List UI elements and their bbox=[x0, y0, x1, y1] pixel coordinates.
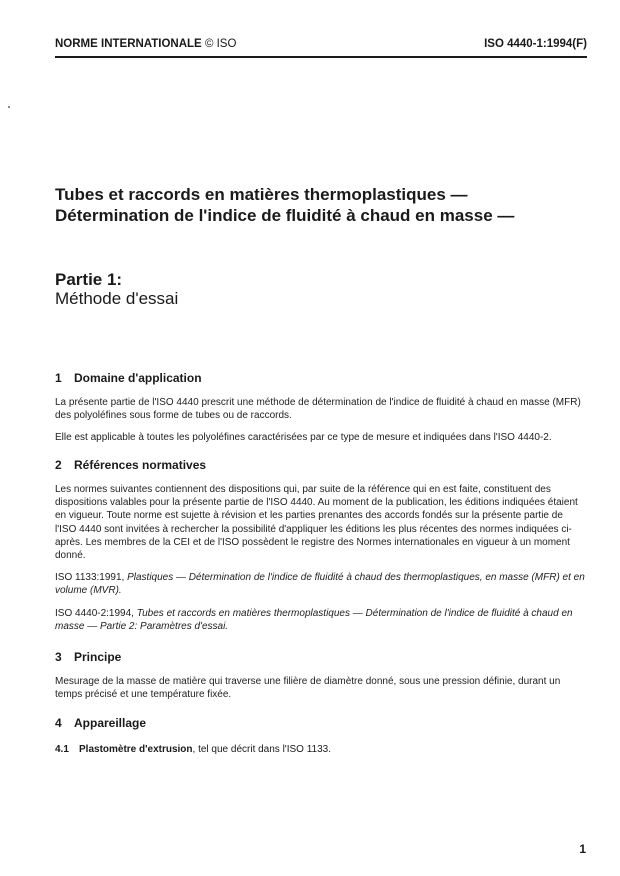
part-title: Méthode d'essai bbox=[55, 289, 179, 308]
document-title: Tubes et raccords en matières thermoplastiques — Détermination de l'indice de fluidité à chaud en masse — bbox=[55, 185, 515, 225]
section-number: 4 bbox=[55, 716, 62, 730]
section-paragraph: Les normes suivantes contiennent des dispositions qui, par suite de la référence qui en est faite, constituent des dispositions valables pour la présente partie de l'ISO 4440. Au moment de la publication, les éditions indiquées étaient en vigueur. Toute norme est sujette à révision et les parties prenantes des accords fondés sur la présente partie de l'ISO 4440 sont invitées à rechercher la possibilité d'appliquer les éditions les plus récentes des normes indiquées ci-après. Les membres de la CEI et de l'ISO possèdent le registre des Normes internationales en vigueur à un moment donné. bbox=[55, 484, 578, 562]
subsection-text: , tel que décrit dans l'ISO 1133. bbox=[192, 744, 332, 755]
section-title: Domaine d'application bbox=[74, 371, 202, 385]
scan-speck bbox=[8, 106, 10, 108]
header-copyright: © ISO bbox=[204, 38, 237, 50]
header-left bbox=[55, 38, 236, 50]
header-standard-type: NORME INTERNATIONALE bbox=[55, 38, 202, 50]
reference-code: ISO 4440-2:1994, bbox=[55, 608, 134, 619]
section-number: 1 bbox=[55, 371, 62, 385]
reference-code: ISO 1133:1991, bbox=[55, 572, 125, 583]
subsection-title: Plastomètre d'extrusion bbox=[79, 744, 193, 755]
page-header bbox=[55, 36, 587, 58]
page-number: 1 bbox=[579, 842, 586, 856]
section-paragraph: La présente partie de l'ISO 4440 prescrit une méthode de détermination de l'indice de fluidité à chaud en masse (MFR) des polyoléfines sous forme de tubes ou de raccords. bbox=[55, 397, 581, 422]
section-paragraph: Elle est applicable à toutes les polyoléfines caractérisées par ce type de mesure et indiquées dans l'ISO 4440-2. bbox=[55, 432, 552, 443]
section-heading-normative-references bbox=[55, 458, 206, 472]
section-number: 2 bbox=[55, 458, 62, 472]
subsection-extrusion-plastometer bbox=[55, 744, 331, 755]
section-heading-principle bbox=[55, 650, 121, 664]
part-label: Partie 1: bbox=[55, 270, 123, 289]
normative-reference-2 bbox=[55, 607, 587, 633]
section-title: Appareillage bbox=[74, 716, 147, 730]
section-title: Références normatives bbox=[74, 458, 207, 472]
section-paragraph: Mesurage de la masse de matière qui traverse une filière de diamètre donné, sous une pression définie, durant un temps précisé et une température fixée. bbox=[55, 676, 561, 701]
subsection-number: 4.1 bbox=[55, 744, 69, 755]
header-standard-number: ISO 4440-1:1994(F) bbox=[484, 38, 587, 50]
reference-title: Tubes et raccords en matières thermoplastiques — Détermination de l'indice de fluidité à chaud en masse — Partie 2: Paramètres d'essai. bbox=[55, 608, 573, 633]
section-title: Principe bbox=[74, 650, 122, 664]
section-heading-apparatus bbox=[55, 716, 146, 730]
section-heading-scope bbox=[55, 371, 202, 385]
normative-reference-1 bbox=[55, 571, 587, 597]
reference-title: Plastiques — Détermination de l'indice de fluidité à chaud des thermoplastiques, en masse (MFR) et en volume (MVR). bbox=[55, 572, 585, 597]
section-number: 3 bbox=[55, 650, 62, 664]
